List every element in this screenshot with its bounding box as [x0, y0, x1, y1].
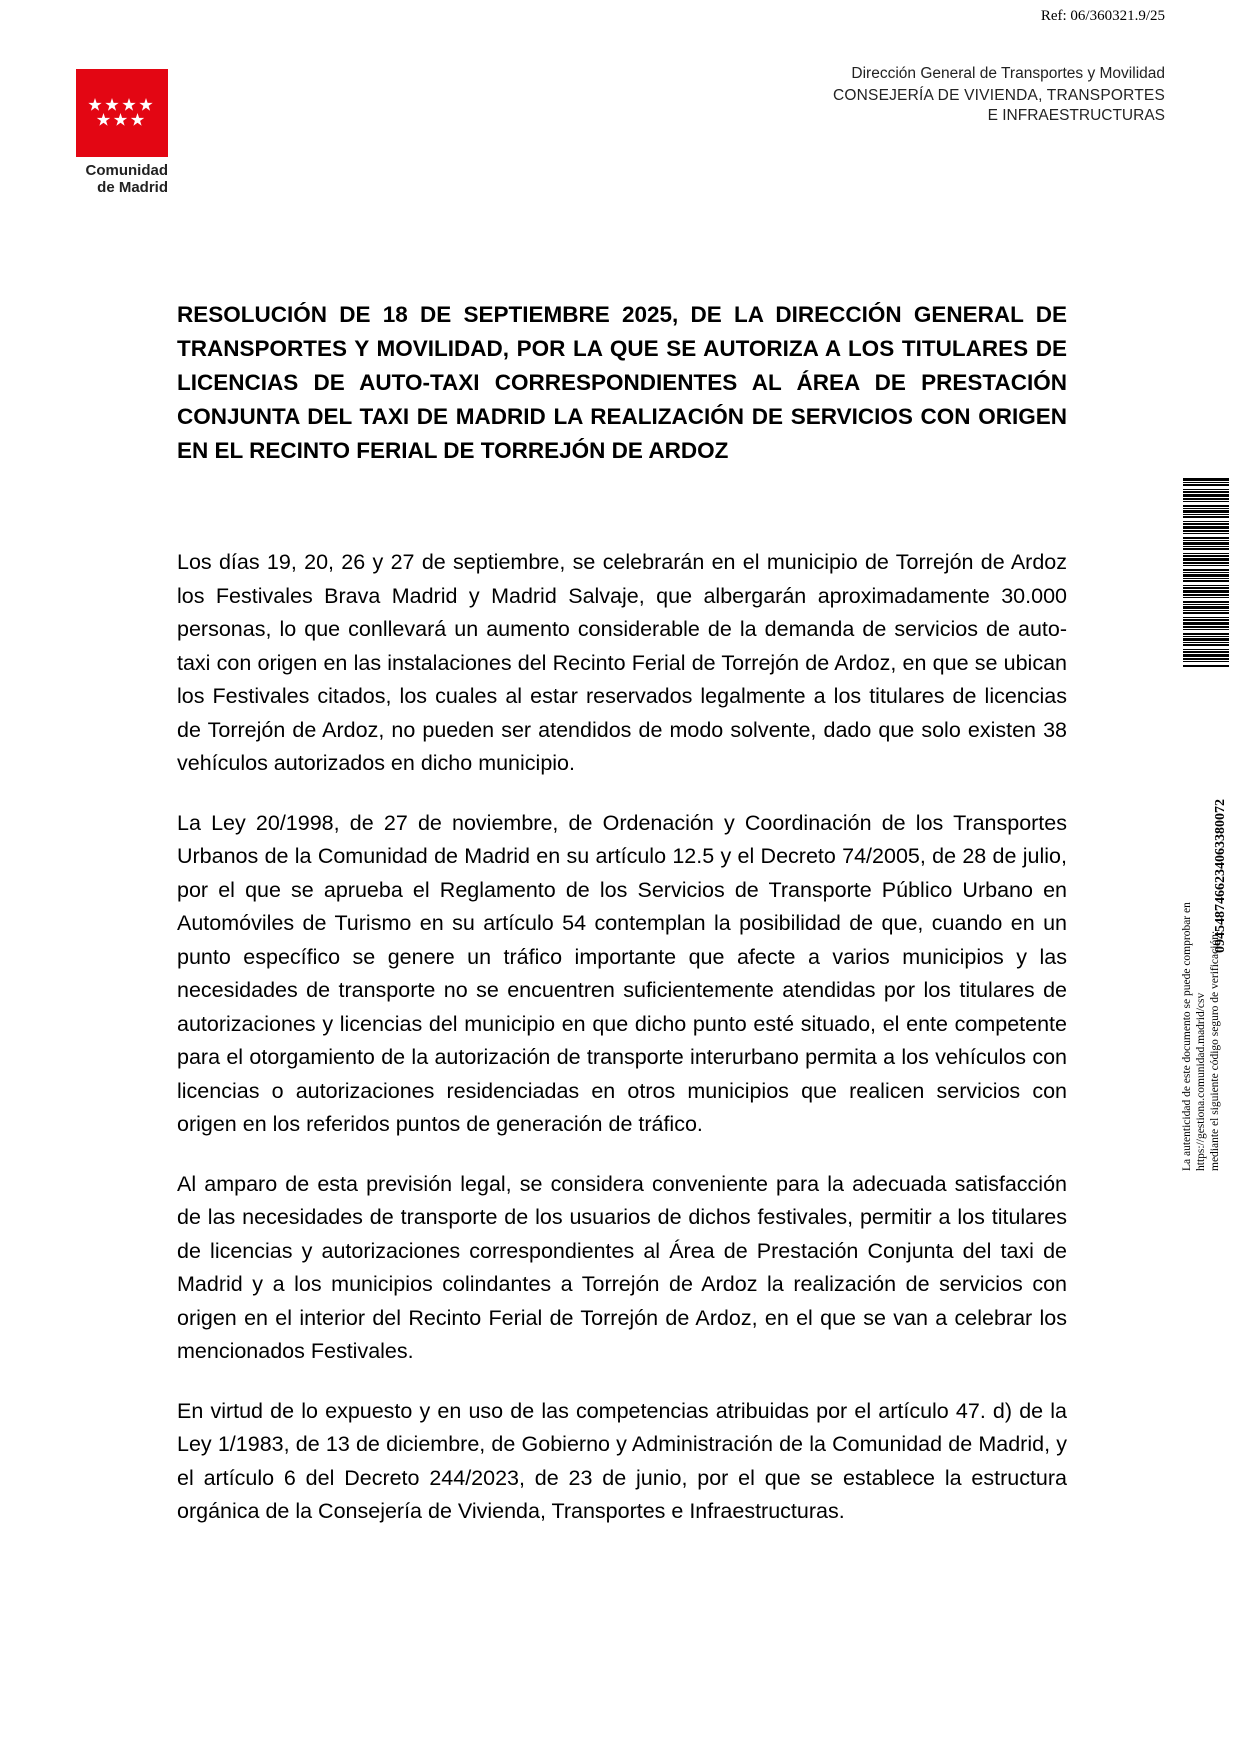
paragraph: La Ley 20/1998, de 27 de noviembre, de Ordenación y Coordinación de los Transportes Urbanos de la Comunidad de Madrid en su artículo 12.5 y el Decreto 74/2005, de 28 de julio, por el que se aprueba el Reglamento de los Servicios de Transporte Público Urbano en Automóviles de Turismo en su artículo 54 contemplan la posibilidad de que, cuando en un punto específico se genere un tráfico importante que afecte a varios municipios y las necesidades de transporte no se encuentren suficientemente atendidas por los titulares de autorizaciones y licencias del municipio en que dicho punto esté situado, el ente competente para el otorgamiento de la autorización de transporte interurbano permita a los vehículos con licencias o autorizaciones residenciadas en otros municipios que realicen servicios con origen en los referidos puntos de generación de tráfico.	[177, 810, 1067, 1136]
consejeria-line-1: CONSEJERÍA DE VIVIENDA, TRANSPORTES	[832, 87, 1165, 104]
verification-sidebar	[1180, 478, 1240, 1178]
csv-code: 0945487466234063380072	[1213, 799, 1228, 953]
csv-note: La autenticidad de este documento se puede comprobar en https://gestiona.comunidad.madrid/csv mediante el siguiente código seguro de verificación:	[1181, 902, 1221, 1171]
barcode	[1183, 478, 1229, 668]
direccion-general: Dirección General de Transportes y Movilidad	[851, 65, 1165, 82]
document-body	[177, 546, 1067, 1555]
paragraph: En virtud de lo expuesto y en uso de las competencias atribuidas por el artículo 47. d) de la Ley 1/1983, de 13 de diciembre, de Gobierno y Administración de la Comunidad de Madrid, y el artículo 6 del Decreto 244/2023, de 23 de junio, por el que se establece la estructura orgánica de la Consejería de Vivienda, Transportes e Infraestructuras.	[177, 1398, 1067, 1523]
paragraph: Los días 19, 20, 26 y 27 de septiembre, se celebrarán en el municipio de Torrejón de Ardoz los Festivales Brava Madrid y Madrid Salvaje, que albergarán aproximadamente 30.000 personas, lo que conllevará un aumento considerable de la demanda de servicios de auto-taxi con origen en las instalaciones del Recinto Ferial de Torrejón de Ardoz, en que se ubican los Festivales citados, los cuales al estar reservados legalmente a los titulares de licencias de Torrejón de Ardoz, no pueden ser atendidos de modo solvente, dado que solo existen 38 vehículos autorizados en dicho municipio.	[177, 550, 1067, 775]
stars-icon	[88, 98, 156, 128]
comunidad-madrid-logo	[76, 69, 168, 196]
reference-number: Ref: 06/360321.9/25	[1040, 8, 1165, 24]
logo-wordmark: Comunidad de Madrid	[85, 162, 168, 196]
department-header	[805, 64, 1165, 126]
resolution-title: RESOLUCIÓN DE 18 DE SEPTIEMBRE 2025, DE LA DIRECCIÓN GENERAL DE TRANSPORTES Y MOVILIDAD, POR LA QUE SE AUTORIZA A LOS TITULARES DE LICENCIAS DE AUTO-TAXI CORRESPONDIENTES AL ÁREA DE PRESTACIÓN CONJUNTA DEL TAXI DE MADRID LA REALIZACIÓN DE SERVICIOS CON ORIGEN EN EL RECINTO FERIAL DE TORREJÓN DE ARDOZ	[177, 302, 1067, 463]
logo-flag	[76, 69, 168, 157]
paragraph: Al amparo de esta previsión legal, se considera conveniente para la adecuada satisfacción de las necesidades de transporte de los usuarios de dichos festivales, permitir a los titulares de licencias y autorizaciones correspondientes al Área de Prestación Conjunta del taxi de Madrid y a los municipios colindantes a Torrejón de Ardoz la realización de servicios con origen en el interior del Recinto Ferial de Torrejón de Ardoz, en el que se van a celebrar los mencionados Festivales.	[177, 1171, 1067, 1363]
consejeria-line-2: E INFRAESTRUCTURAS	[987, 107, 1165, 124]
